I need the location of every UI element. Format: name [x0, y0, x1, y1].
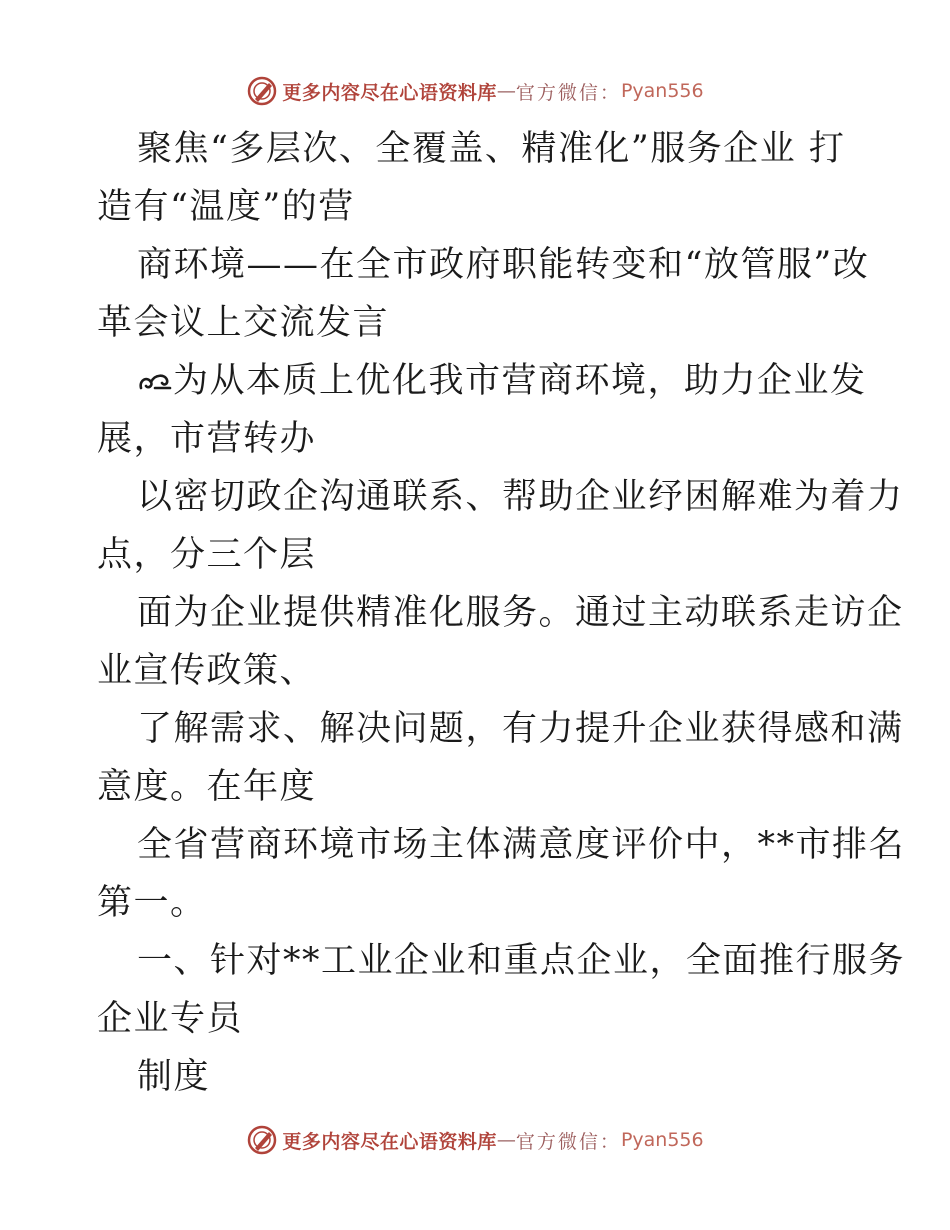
doc-line: 全省营商环境市场主体满意度评价中，**市排名	[137, 825, 906, 865]
doc-line: 面为企业提供精准化服务。通过主动联系走访企	[137, 593, 904, 633]
doc-line: 商环境——在全市政府职能转变和“放管服”改	[137, 245, 870, 285]
scroll-ornament-icon	[137, 368, 173, 396]
doc-line: 业宣传政策、	[97, 651, 317, 691]
pen-logo-icon	[246, 75, 278, 107]
pen-logo-icon	[246, 1124, 278, 1156]
banner-dash: —	[496, 1129, 516, 1151]
doc-line: 以密切政企沟通联系、帮助企业纾困解难为着力	[137, 477, 904, 517]
doc-line: 一、针对**工业企业和重点企业，全面推行服务	[137, 941, 906, 981]
banner-main-text: 更多内容尽在心语资料库	[282, 1130, 497, 1153]
document-body	[97, 120, 906, 1106]
doc-line-with-ornament	[97, 352, 867, 410]
footer-watermark-banner	[0, 1120, 950, 1160]
doc-line: 展，市营转办	[97, 419, 317, 459]
banner-account-label: 官方微信：	[515, 81, 621, 104]
doc-line: 了解需求、解决问题，有力提升企业获得感和满	[137, 709, 904, 749]
banner-dash: —	[496, 80, 516, 102]
doc-line: 企业专员	[97, 999, 244, 1039]
doc-line: 造有“温度”的营	[97, 187, 355, 227]
banner-account-id: Pyan556	[620, 1129, 704, 1151]
doc-line: 革会议上交流发言	[97, 303, 390, 343]
doc-line: 意度。在年度	[97, 767, 317, 807]
doc-line: 点，分三个层	[97, 535, 317, 575]
banner-account-label: 官方微信：	[515, 1130, 621, 1153]
banner-account-id: Pyan556	[620, 80, 704, 102]
doc-line: 聚焦“多层次、全覆盖、精准化”服务企业 打	[137, 129, 846, 169]
doc-line-text: 为从本质上优化我市营商环境，助力企业发	[173, 361, 867, 401]
header-watermark-banner	[0, 71, 950, 111]
doc-line: 制度	[137, 1057, 211, 1097]
doc-line: 第一。	[97, 883, 207, 923]
banner-main-text: 更多内容尽在心语资料库	[282, 81, 497, 104]
